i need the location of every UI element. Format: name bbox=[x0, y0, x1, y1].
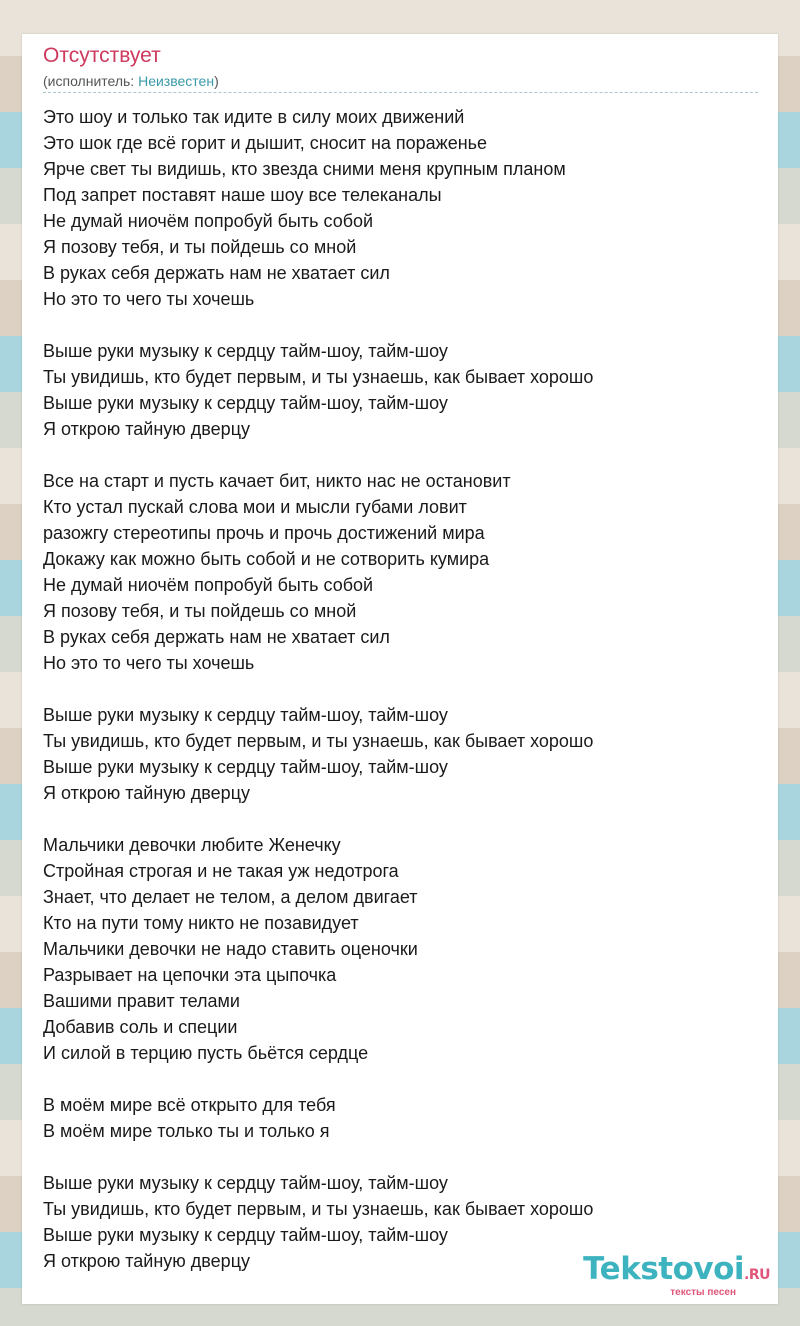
lyrics-line: Вашими правит телами bbox=[43, 991, 240, 1011]
lyrics-line: Выше руки музыку к сердцу тайм-шоу, тайм-шоу bbox=[43, 341, 448, 361]
lyrics-line: Выше руки музыку к сердцу тайм-шоу, тайм-шоу bbox=[43, 1173, 448, 1193]
lyrics-line: Я открою тайную дверцу bbox=[43, 783, 250, 803]
lyrics-line: разожгу стереотипы прочь и прочь достижений мира bbox=[43, 523, 485, 543]
lyrics-stanza bbox=[43, 338, 593, 442]
lyrics-line: В моём мире всё открыто для тебя bbox=[43, 1095, 336, 1115]
lyrics-line: И силой в терцию пусть бьётся сердце bbox=[43, 1043, 369, 1063]
lyrics-line: Мальчики девочки не надо ставить оценочки bbox=[43, 939, 418, 959]
lyrics-line: Не думай ниочём попробуй быть собой bbox=[43, 211, 374, 231]
lyrics-line: Докажу как можно быть собой и не сотворить кумира bbox=[43, 549, 490, 569]
artist-link[interactable]: Неизвестен bbox=[138, 73, 215, 89]
lyrics-stanza bbox=[43, 104, 593, 312]
lyrics-line: Кто на пути тому никто не позавидует bbox=[43, 913, 359, 933]
lyrics-line: Стройная строгая и не такая уж недотрога bbox=[43, 861, 399, 881]
lyrics-stanza bbox=[43, 1092, 593, 1144]
lyrics-line: Ярче свет ты видишь, кто звезда сними меня крупным планом bbox=[43, 159, 566, 179]
lyrics-line: Выше руки музыку к сердцу тайм-шоу, тайм-шоу bbox=[43, 1225, 448, 1245]
lyrics-line: Это шок где всё горит и дышит, сносит на пораженье bbox=[43, 133, 488, 153]
lyrics-line: Добавив соль и специи bbox=[43, 1017, 238, 1037]
lyrics-line: Ты увидишь, кто будет первым, и ты узнаешь, как бывает хорошо bbox=[43, 731, 594, 751]
lyrics-line: Выше руки музыку к сердцу тайм-шоу, тайм-шоу bbox=[43, 757, 448, 777]
lyrics-line: Я открою тайную дверцу bbox=[43, 419, 250, 439]
lyrics-line: Я открою тайную дверцу bbox=[43, 1251, 250, 1271]
song-title: Отсутствует bbox=[43, 44, 161, 67]
lyrics-line: В руках себя держать нам не хватает сил bbox=[43, 263, 390, 283]
lyrics-line: Ты увидишь, кто будет первым, и ты узнаешь, как бывает хорошо bbox=[43, 367, 594, 387]
artist-line bbox=[43, 73, 219, 89]
lyrics-line: Все на старт и пусть качает бит, никто нас не остановит bbox=[43, 471, 511, 491]
lyrics-line: Выше руки музыку к сердцу тайм-шоу, тайм-шоу bbox=[43, 393, 448, 413]
lyrics-text bbox=[43, 104, 593, 1300]
lyrics-line: Знает, что делает не телом, а делом двигает bbox=[43, 887, 418, 907]
lyrics-line: Но это то чего ты хочешь bbox=[43, 289, 255, 309]
lyrics-line: Я позову тебя, и ты пойдешь со мной bbox=[43, 601, 357, 621]
lyrics-stanza bbox=[43, 702, 593, 806]
lyrics-line: Кто устал пускай слова мои и мысли губами ловит bbox=[43, 497, 467, 517]
lyrics-line: Под запрет поставят наше шоу все телеканалы bbox=[43, 185, 442, 205]
lyrics-stanza bbox=[43, 1170, 593, 1274]
lyrics-line: В моём мире только ты и только я bbox=[43, 1121, 330, 1141]
title-divider bbox=[43, 92, 758, 93]
logo-name: Tekstovoi bbox=[583, 1251, 745, 1287]
lyrics-line: Не думай ниочём попробуй быть собой bbox=[43, 575, 374, 595]
logo-tld: .RU bbox=[744, 1267, 770, 1283]
lyrics-line: Но это то чего ты хочешь bbox=[43, 653, 255, 673]
lyrics-line: Мальчики девочки любите Женечку bbox=[43, 835, 341, 855]
artist-suffix: ) bbox=[214, 73, 219, 89]
site-logo[interactable] bbox=[583, 1253, 770, 1298]
lyrics-stanza bbox=[43, 832, 593, 1066]
lyrics-line: Разрывает на цепочки эта цыпочка bbox=[43, 965, 337, 985]
lyrics-line: Ты увидишь, кто будет первым, и ты узнаешь, как бывает хорошо bbox=[43, 1199, 594, 1219]
lyrics-line: Это шоу и только так идите в силу моих движений bbox=[43, 107, 465, 127]
artist-prefix: (исполнитель: bbox=[43, 73, 139, 89]
lyrics-line: Выше руки музыку к сердцу тайм-шоу, тайм-шоу bbox=[43, 705, 448, 725]
logo-wordmark bbox=[583, 1253, 770, 1291]
lyrics-card bbox=[22, 34, 778, 1304]
logo-tagline: тексты песен bbox=[670, 1287, 736, 1298]
lyrics-line: Я позову тебя, и ты пойдешь со мной bbox=[43, 237, 357, 257]
lyrics-line: В руках себя держать нам не хватает сил bbox=[43, 627, 390, 647]
lyrics-stanza bbox=[43, 468, 593, 676]
